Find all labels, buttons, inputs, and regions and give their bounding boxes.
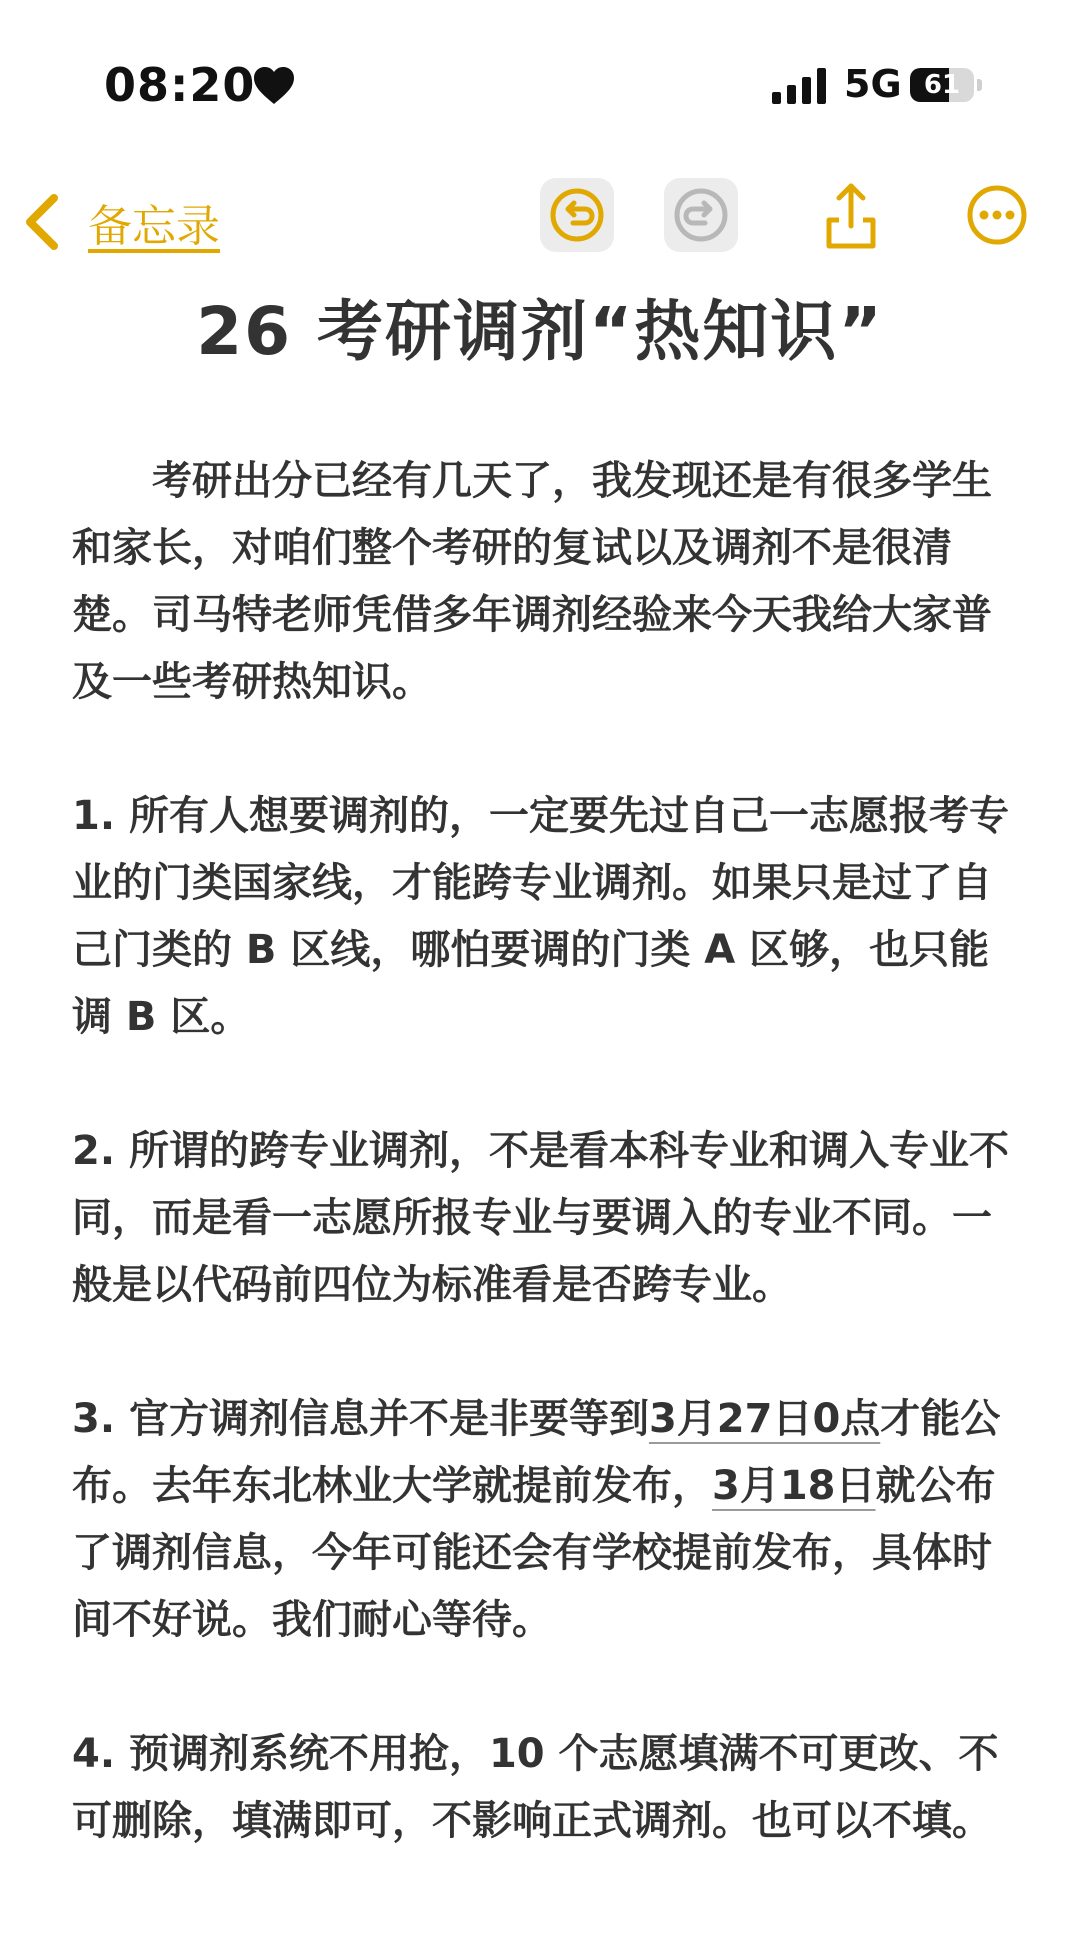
note-paragraph-3 <box>72 1386 1012 1654</box>
undo-icon <box>547 185 607 245</box>
note-paragraph-1: 1. 所有人想要调剂的，一定要先过自己一志愿报考专业的门类国家线，才能跨专业调剂。如果只是过了自己门类的 B 区线，哪怕要调的门类 A 区够，也只能调 B 区。 <box>72 793 1009 1040</box>
share-button[interactable] <box>814 178 888 252</box>
more-button[interactable] <box>960 178 1034 252</box>
status-bar <box>0 0 1080 170</box>
back-button[interactable] <box>20 182 220 262</box>
note-paragraph-3-part-b: 才能公布。去年东北林业大学就提前发布， <box>72 1396 1001 1509</box>
note-title[interactable]: 26 考研调剂“热知识” <box>196 293 884 370</box>
redo-button[interactable] <box>664 178 738 252</box>
note-body[interactable] <box>72 448 1012 1922</box>
more-icon <box>965 183 1029 247</box>
note-paragraph-2: 2. 所谓的跨专业调剂，不是看本科专业和调入专业不同，而是看一志愿所报专业与要调入的专业不同。一般是以代码前四位为标准看是否跨专业。 <box>72 1128 1009 1308</box>
chevron-left-icon <box>20 192 64 252</box>
date-link-mar-27[interactable]: 3月27日0点 <box>648 1396 881 1442</box>
signal-icon <box>772 68 828 104</box>
redo-icon <box>671 185 731 245</box>
note-intro-paragraph: 考研出分已经有几天了，我发现还是有很多学生和家长，对咱们整个考研的复试以及调剂不是很清楚。司马特老师凭借多年调剂经验来今天我给大家普及一些考研热知识。 <box>72 458 992 705</box>
nav-bar <box>0 170 1080 280</box>
network-type: 5G <box>844 62 902 106</box>
share-icon <box>821 180 881 250</box>
note-paragraph-3-part-a: 3. 官方调剂信息并不是非要等到 <box>72 1396 649 1442</box>
battery-icon <box>910 68 982 104</box>
back-label: 备忘录 <box>88 201 220 252</box>
heart-icon <box>252 66 296 106</box>
note-paragraph-3-part-c: 就公布了调剂信息，今年可能还会有学校提前发布，具体时间不好说。我们耐心等待。 <box>72 1463 996 1643</box>
date-link-mar-18[interactable]: 3月18日 <box>712 1463 876 1509</box>
battery-level: 61 <box>923 70 961 100</box>
note-paragraph-4: 4. 预调剂系统不用抢，10 个志愿填满不可更改、不可删除，填满即可，不影响正式调剂。也可以不填。 <box>72 1731 999 1844</box>
undo-button[interactable] <box>540 178 614 252</box>
status-time: 08:20 <box>104 58 256 112</box>
